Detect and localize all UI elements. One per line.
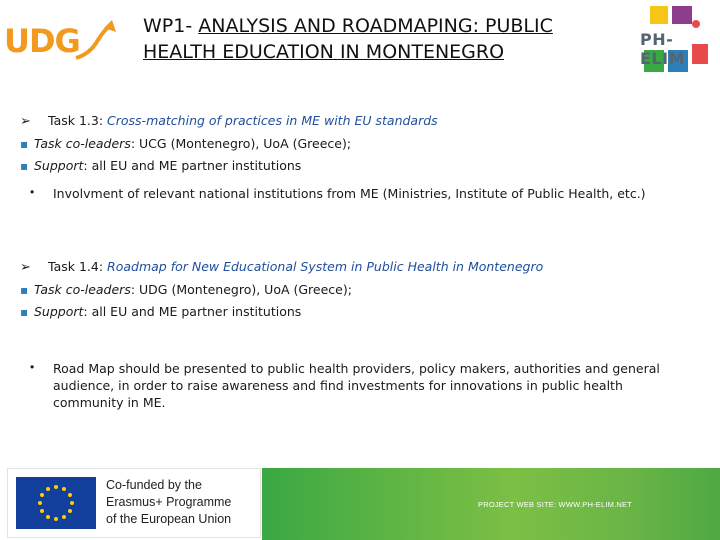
ph-elim-logo-text: PH-ELIM [640, 30, 685, 68]
dot-bullet-icon: • [30, 185, 35, 199]
title-line2: HEALTH EDUCATION IN MONTENEGRO [143, 41, 505, 63]
erasmus-cofunded-badge [7, 468, 261, 538]
task13-bullet-text: Involvment of relevant national institutions from ME (Ministries, Institute of Public Health, etc.) [53, 186, 646, 201]
arrow-bullet-icon: ➢ [20, 114, 31, 129]
task14-label: Task 1.4: [48, 259, 108, 274]
ph-elim-logo [618, 2, 718, 80]
udg-swoosh-icon [68, 14, 120, 66]
task13-name: Cross-matching of practices in ME with EU standards [107, 113, 438, 128]
udg-logo-text: UDG [4, 22, 80, 60]
task13-label: Task 1.3: [48, 113, 108, 128]
dot-bullet-icon: • [30, 360, 35, 374]
arrow-bullet-icon: ➢ [20, 260, 31, 275]
task14-heading [20, 259, 543, 275]
task13-support-value: : all EU and ME partner institutions [83, 158, 302, 173]
task13-support [20, 158, 301, 173]
task13-heading [20, 113, 438, 129]
task13-coleaders-label: Task co-leaders [34, 136, 131, 151]
cofunded-line3: of the European Union [106, 512, 232, 526]
task14-coleaders-value: : UDG (Montenegro), UoA (Greece); [130, 282, 352, 297]
task14-coleaders [20, 282, 352, 297]
square-bullet-icon: ▪ [20, 159, 29, 173]
task13-support-label: Support [34, 158, 84, 173]
task14-support-value: : all EU and ME partner institutions [83, 304, 302, 319]
task13-coleaders [20, 136, 351, 151]
cofunded-line2: Erasmus+ Programme [106, 495, 232, 509]
slide-title [143, 13, 623, 65]
square-bullet-icon: ▪ [20, 305, 29, 319]
udg-logo [4, 12, 122, 68]
project-website-link[interactable]: PROJECT WEB SITE: WWW.PH-ELIM.NET [478, 500, 632, 509]
square-bullet-icon: ▪ [20, 283, 29, 297]
cofunded-line1: Co-funded by the [106, 478, 202, 492]
task14-support-label: Support [34, 304, 84, 319]
task13-coleaders-value: : UCG (Montenegro), UoA (Greece); [130, 136, 352, 151]
square-bullet-icon: ▪ [20, 137, 29, 151]
task14-bullet-text: Road Map should be presented to public health providers, policy makers, authorities and general audience, in order to raise awareness and find investments for innovations in public health community in ME. [53, 361, 660, 410]
task14-coleaders-label: Task co-leaders [34, 282, 131, 297]
task14-name: Roadmap for New Educational System in Public Health in Montenegro [107, 259, 544, 274]
eu-flag-icon [16, 477, 96, 529]
cofunded-text [106, 477, 256, 528]
task14-support [20, 304, 301, 319]
title-prefix: WP1- [143, 15, 199, 37]
title-line1: ANALYSIS AND ROADMAPING: PUBLIC [198, 15, 553, 37]
